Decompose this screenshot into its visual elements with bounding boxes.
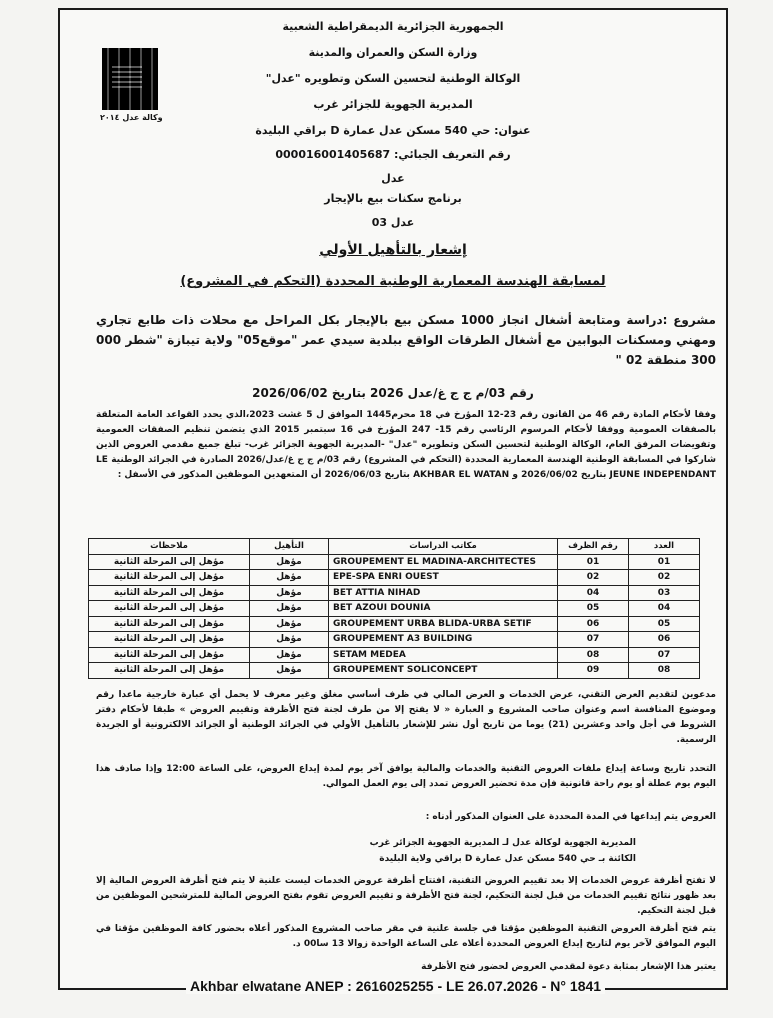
row-number: 04: [629, 601, 700, 617]
header-tax-id: رقم التعريف الجبائي: 000016001405687: [275, 148, 511, 161]
row-remark: مؤهل إلى المرحلة الثانية: [89, 616, 250, 632]
row-qualification: مؤهل: [250, 554, 329, 570]
row-remark: مؤهل إلى المرحلة الثانية: [89, 601, 250, 617]
competition-title: لمسابقة الهندسة المعمارية الوطنية المحددة (التحكم في المشروع): [180, 274, 606, 289]
header-republic: الجمهورية الجزائرية الديمقراطية الشعبية: [282, 20, 504, 33]
row-envelope: 05: [558, 601, 629, 617]
row-number: 08: [629, 663, 700, 679]
row-number: 03: [629, 585, 700, 601]
row-envelope: 01: [558, 554, 629, 570]
row-number: 06: [629, 632, 700, 648]
row-qualification: مؤهل: [250, 601, 329, 617]
header-program: برنامج سكنات بيع بالإيجار: [324, 192, 462, 205]
row-remark: مؤهل إلى المرحلة الثانية: [89, 554, 250, 570]
row-envelope: 04: [558, 585, 629, 601]
invitation-note: يعتبر هذا الإشعار بمثابة دعوة لمقدمي العروض لحضور فتح الأظرفة: [421, 962, 716, 972]
deposit-address-line2: الكائنة بـ حي 540 مسكن عدل عمارة D براقي ولاية البليدة: [379, 854, 636, 864]
publication-footer: Akhbar elwatane ANEP : 2616025255 - LE 26.07.2026 - N° 1841: [186, 978, 605, 994]
row-qualification: مؤهل: [250, 616, 329, 632]
reference-number: رقم 03/م ج ج غ/عدل 2026 بتاريخ 2026/06/02: [252, 386, 534, 400]
row-remark: مؤهل إلى المرحلة الثانية: [89, 663, 250, 679]
col-qualification: التأهيل: [250, 539, 329, 555]
project-description: مشروع :دراسة ومتابعة أشغال انجاز 1000 مسكن بيع بالإيجار بكل المراحل مع محلات ذات طابع تجاري ومهني ومسكنات البوابين مع أشغال الطرقات الواقع ببلدية سيدي عمر "موقع05" ولاية تيبازة "شطر 000 300 منطقة 02 ": [96, 313, 716, 367]
notice-frame: [58, 8, 728, 990]
public-session: يتم فتح أظرفة العروض التقنية الموظفين مؤقتا في جلسة علنية في مقر صاحب المشروع المذكور أعلاه بحضور كافة الموظفين مؤقتا في اليوم الموافق لآخر يوم لتاريخ إيداع العروض المحددة أعلاه على الساعة الواحدة زوالا 13 سا00 د.: [96, 924, 716, 949]
row-envelope: 06: [558, 616, 629, 632]
qualified-bidders-table: [88, 538, 700, 679]
col-firm: مكاتب الدراسات: [329, 539, 558, 555]
row-firm: GROUPEMENT URBA BLIDA-URBA SETIF: [329, 616, 558, 632]
row-qualification: مؤهل: [250, 647, 329, 663]
table-row: [89, 570, 700, 586]
header-agency: الوكالة الوطنية لتحسين السكن وتطويره "عدل": [265, 72, 521, 85]
row-firm: EPE-SPA ENRI OUEST: [329, 570, 558, 586]
table-row: [89, 632, 700, 648]
submission-instructions: مدعوين لتقديم العرض التقني، عرض الخدمات و العرض المالي في ظرف أساسي مغلق وغير معرف لا يحمل أي عبارة خارجية ماعدا رقم وموضوع المنافسة اسم وعنوان صاحب المشروع و العبارة « لا يفتح إلا من طرف لجنة فتح الأظرفة وتقييم العروض » طبقا لأحكام دفتر الشروط في أجل واحد وعشرين (21) يوما من تاريخ أول نشر للإشعار بالتأهيل الأولي في الجرائد الوطنية أو الجرائد الالكترونية أو الجريدة الرسمية.: [96, 690, 717, 745]
row-firm: BET ATTIA NIHAD: [329, 585, 558, 601]
row-remark: مؤهل إلى المرحلة الثانية: [89, 632, 250, 648]
row-remark: مؤهل إلى المرحلة الثانية: [89, 585, 250, 601]
row-number: 01: [629, 554, 700, 570]
header-adl-03: عدل 03: [371, 216, 415, 229]
row-firm: SETAM MEDEA: [329, 647, 558, 663]
table-row: [89, 601, 700, 617]
table-header-row: [89, 539, 700, 555]
header-address: عنوان: حي 540 مسكن عدل عمارة D براقي البليدة: [255, 124, 531, 137]
row-firm: GROUPEMENT EL MADINA-ARCHITECTES: [329, 554, 558, 570]
legal-paragraph: وفقا لأحكام المادة رقم 46 من القانون رقم 23-12 المؤرخ في 18 محرم1445 الموافق ل 5 غشت 2023،الذي يحدد القواعد العامة المتعلقة بالصفقات العمومية ووفقا لأحكام المرسوم الرئاسي رقم 15- 247 المؤرخ في 16 سبتمبر 2015 الذي يتضمن تنظيم الصفقات العمومية وتفويضات المرفق العام، الوكالة الوطنية لتحسين السكن وتطويره "عدل" -المديرية الجهوية الجزائر غرب- تبلغ جميع مقدمي العروض الذين شاركوا في المسابقة الوطنية الهندسة المعمارية المحددة (التحكم في المشروع) رقم 03/م ج ج غ/عدل/2026 الصادرة في الجرائد الوطنية LE JEUNE INDEPENDANT بتاريخ 2026/06/02 و AKHBAR EL WATAN بتاريخ 2026/06/03 أن المتعهدين الموظفين المذكور في الأسفل :: [96, 410, 717, 480]
stamp-caption: وكالة عدل ٢٠١٤: [100, 113, 163, 122]
header-direction: المديرية الجهوية للجزائر غرب: [313, 98, 473, 111]
row-qualification: مؤهل: [250, 570, 329, 586]
row-qualification: مؤهل: [250, 632, 329, 648]
row-envelope: 09: [558, 663, 629, 679]
deposit-address-line1: المديرية الجهوية لوكالة عدل لـ المديرية الجهوية الجزائر غرب: [369, 838, 636, 848]
row-qualification: مؤهل: [250, 585, 329, 601]
table-row: [89, 647, 700, 663]
row-firm: GROUPEMENT SOLICONCEPT: [329, 663, 558, 679]
notice-title: إشعار بالتأهيل الأولي: [319, 242, 467, 258]
row-envelope: 07: [558, 632, 629, 648]
row-number: 07: [629, 647, 700, 663]
col-remarks: ملاحظات: [89, 539, 250, 555]
row-firm: BET AZOUI DOUNIA: [329, 601, 558, 617]
header-adl: عدل: [381, 172, 405, 185]
table-row: [89, 585, 700, 601]
row-remark: مؤهل إلى المرحلة الثانية: [89, 647, 250, 663]
table-row: [89, 616, 700, 632]
opening-rules: لا تفتح أظرفة عروض الخدمات إلا بعد تقييم العروض التقنية، افتتاح أظرفة عروض الخدمات ليست علنية لا يتم فتح أظرفة العروض المالية إلا بعد ظهور نتائج تقييم الخدمات من قبل لجنة التحكيم، لجنة فتح الأظرفة و تقييم العروض تقوم بفتح العروض المالية للمترشحين الموظفين من قبل لجنة التحكيم.: [95, 876, 716, 916]
row-envelope: 02: [558, 570, 629, 586]
row-number: 05: [629, 616, 700, 632]
row-firm: GROUPEMENT A3 BUILDING: [329, 632, 558, 648]
table-row: [89, 554, 700, 570]
row-number: 02: [629, 570, 700, 586]
col-envelope: رقم الظرف: [558, 539, 629, 555]
row-remark: مؤهل إلى المرحلة الثانية: [89, 570, 250, 586]
deadline-paragraph: التحدد تاريخ وساعة إيداع ملفات العروض التقنية والخدمات والمالية يوافق آخر يوم لمدة إيداع العروض، على الساعة 12:00 وإذا صادف هذا اليوم يوم عطلة أو يوم راحة قانونية فإن مدة تحضير العروض تمدد إلى يوم العمل الموالي.: [96, 764, 716, 789]
header-ministry: وزارة السكن والعمران والمدينة: [308, 46, 478, 59]
table-row: [89, 663, 700, 679]
address-intro: العروض يتم إيداعها في المدة المحددة على العنوان المذكور أدناه :: [425, 812, 716, 822]
row-envelope: 08: [558, 647, 629, 663]
col-number: العدد: [629, 539, 700, 555]
row-qualification: مؤهل: [250, 663, 329, 679]
